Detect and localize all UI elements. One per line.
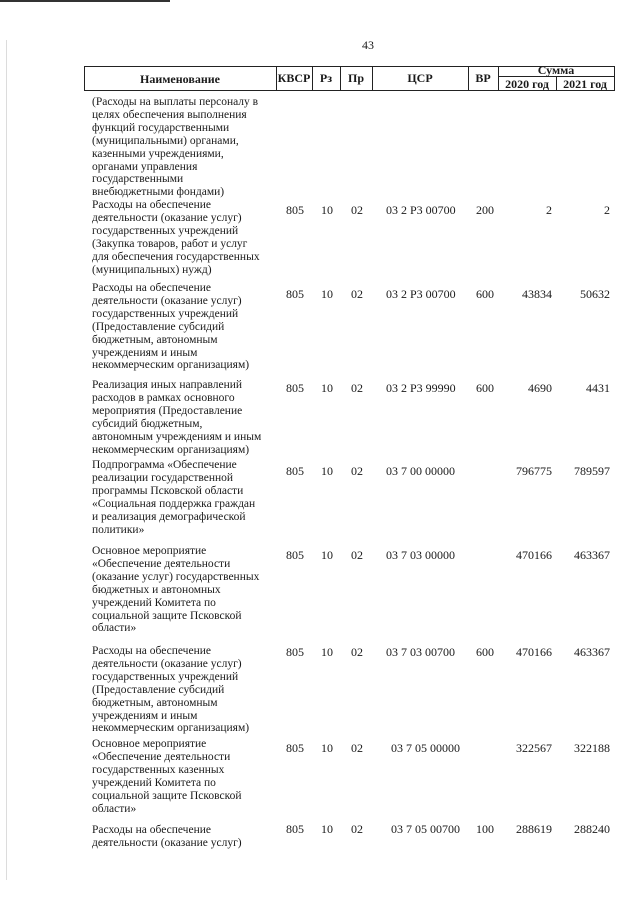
- row-kvsr: 805: [286, 548, 304, 562]
- row-name: Расходы на обеспечение деятельности (оказание услуг) государственных учреждений (Закупка товаров, работ и услуг для обеспечения государственных (муниципальных) нужд): [92, 199, 260, 276]
- row-pr: 02: [351, 645, 363, 659]
- row-sum-2021: 789597: [574, 464, 610, 478]
- row-sum-2020: 470166: [516, 645, 552, 659]
- row-sum-2021: 4431: [586, 381, 610, 395]
- header-sum: Сумма: [537, 63, 575, 77]
- row-kvsr: 805: [286, 287, 304, 301]
- row-name: Расходы на обеспечение деятельности (оказание услуг): [92, 824, 242, 849]
- row-rz: 10: [321, 287, 333, 301]
- row-pr: 02: [351, 741, 363, 755]
- row-kvsr: 805: [286, 203, 304, 217]
- row-csr: 03 2 Р3 00700: [386, 203, 456, 217]
- row-name: Реализация иных направлений расходов в рамках основного мероприятия (Предоставление субсидий бюджетным, автономным учреждениям и иным некоммерческим организациям): [92, 379, 262, 456]
- row-sum-2020: 322567: [516, 741, 552, 755]
- top-edge-rule: [0, 0, 170, 2]
- header-2021: 2021 год: [563, 77, 607, 91]
- row-sum-2020: 43834: [522, 287, 552, 301]
- row-csr: 03 7 00 00000: [386, 464, 455, 478]
- row-vr: 600: [476, 381, 494, 395]
- header-2020: 2020 год: [505, 77, 549, 91]
- row-pr: 02: [351, 381, 363, 395]
- row-pr: 02: [351, 203, 363, 217]
- row-kvsr: 805: [286, 741, 304, 755]
- row-pr: 02: [351, 287, 363, 301]
- row-sum-2020: 796775: [516, 464, 552, 478]
- row-csr: 03 7 05 00700: [391, 822, 460, 836]
- left-scan-edge: [6, 40, 7, 880]
- row-sum-2020: 2: [546, 203, 552, 217]
- row-csr: 03 7 03 00000: [386, 548, 455, 562]
- header-vr: ВР: [475, 71, 491, 85]
- header-csr: ЦСР: [407, 71, 433, 85]
- row-csr: 03 7 03 00700: [386, 645, 455, 659]
- row-rz: 10: [321, 741, 333, 755]
- row-name: Подпрограмма «Обеспечение реализации государственной программы Псковской области «Социальная поддержка граждан и реализация демографической политики»: [92, 459, 256, 536]
- row-kvsr: 805: [286, 822, 304, 836]
- row-sum-2020: 4690: [528, 381, 552, 395]
- row-csr: 03 2 Р3 99990: [386, 381, 456, 395]
- row-name: Основное мероприятие «Обеспечение деятельности (оказание услуг) государственных бюджетных и автономных учреждений Комитета по социальной защите Псковской области»: [92, 545, 260, 635]
- row-sum-2020: 288619: [516, 822, 552, 836]
- row-kvsr: 805: [286, 464, 304, 478]
- row-sum-2021: 322188: [574, 741, 610, 755]
- row-sum-2021: 288240: [574, 822, 610, 836]
- col-border: [614, 66, 615, 91]
- row-sum-2020: 470166: [516, 548, 552, 562]
- row-name: (Расходы на выплаты персоналу в целях обеспечения выполнения функций государственными (муниципальными) органами, казенными учреждениями, органами управления государственными внебюджетными фондами): [92, 96, 259, 199]
- header-rz: Рз: [319, 71, 333, 85]
- header-kvsr: КВСР: [277, 71, 311, 85]
- row-rz: 10: [321, 381, 333, 395]
- row-sum-2021: 2: [604, 203, 610, 217]
- row-rz: 10: [321, 203, 333, 217]
- row-kvsr: 805: [286, 381, 304, 395]
- page-number: 43: [362, 38, 374, 52]
- row-kvsr: 805: [286, 645, 304, 659]
- row-vr: 100: [476, 822, 494, 836]
- row-name: Расходы на обеспечение деятельности (оказание услуг) государственных учреждений (Предоставление субсидий бюджетным, автономным учреждениям и иным некоммерческим организациям): [92, 645, 250, 735]
- row-sum-2021: 463367: [574, 645, 610, 659]
- row-rz: 10: [321, 822, 333, 836]
- row-pr: 02: [351, 822, 363, 836]
- row-rz: 10: [321, 464, 333, 478]
- header-name: Наименование: [140, 72, 220, 86]
- row-name: Основное мероприятие «Обеспечение деятельности государственных казенных учреждений Комитета по социальной защите Псковской области»: [92, 738, 242, 815]
- row-rz: 10: [321, 645, 333, 659]
- row-csr: 03 7 05 00000: [391, 741, 460, 755]
- row-sum-2021: 463367: [574, 548, 610, 562]
- row-pr: 02: [351, 464, 363, 478]
- row-vr: 600: [476, 287, 494, 301]
- row-vr: 200: [476, 203, 494, 217]
- row-pr: 02: [351, 548, 363, 562]
- row-vr: 600: [476, 645, 494, 659]
- row-sum-2021: 50632: [580, 287, 610, 301]
- row-name: Расходы на обеспечение деятельности (оказание услуг) государственных учреждений (Предоставление субсидий бюджетным, автономным учреждениям и иным некоммерческим организациям): [92, 282, 250, 372]
- row-csr: 03 2 Р3 00700: [386, 287, 456, 301]
- row-rz: 10: [321, 548, 333, 562]
- header-pr: Пр: [347, 71, 364, 85]
